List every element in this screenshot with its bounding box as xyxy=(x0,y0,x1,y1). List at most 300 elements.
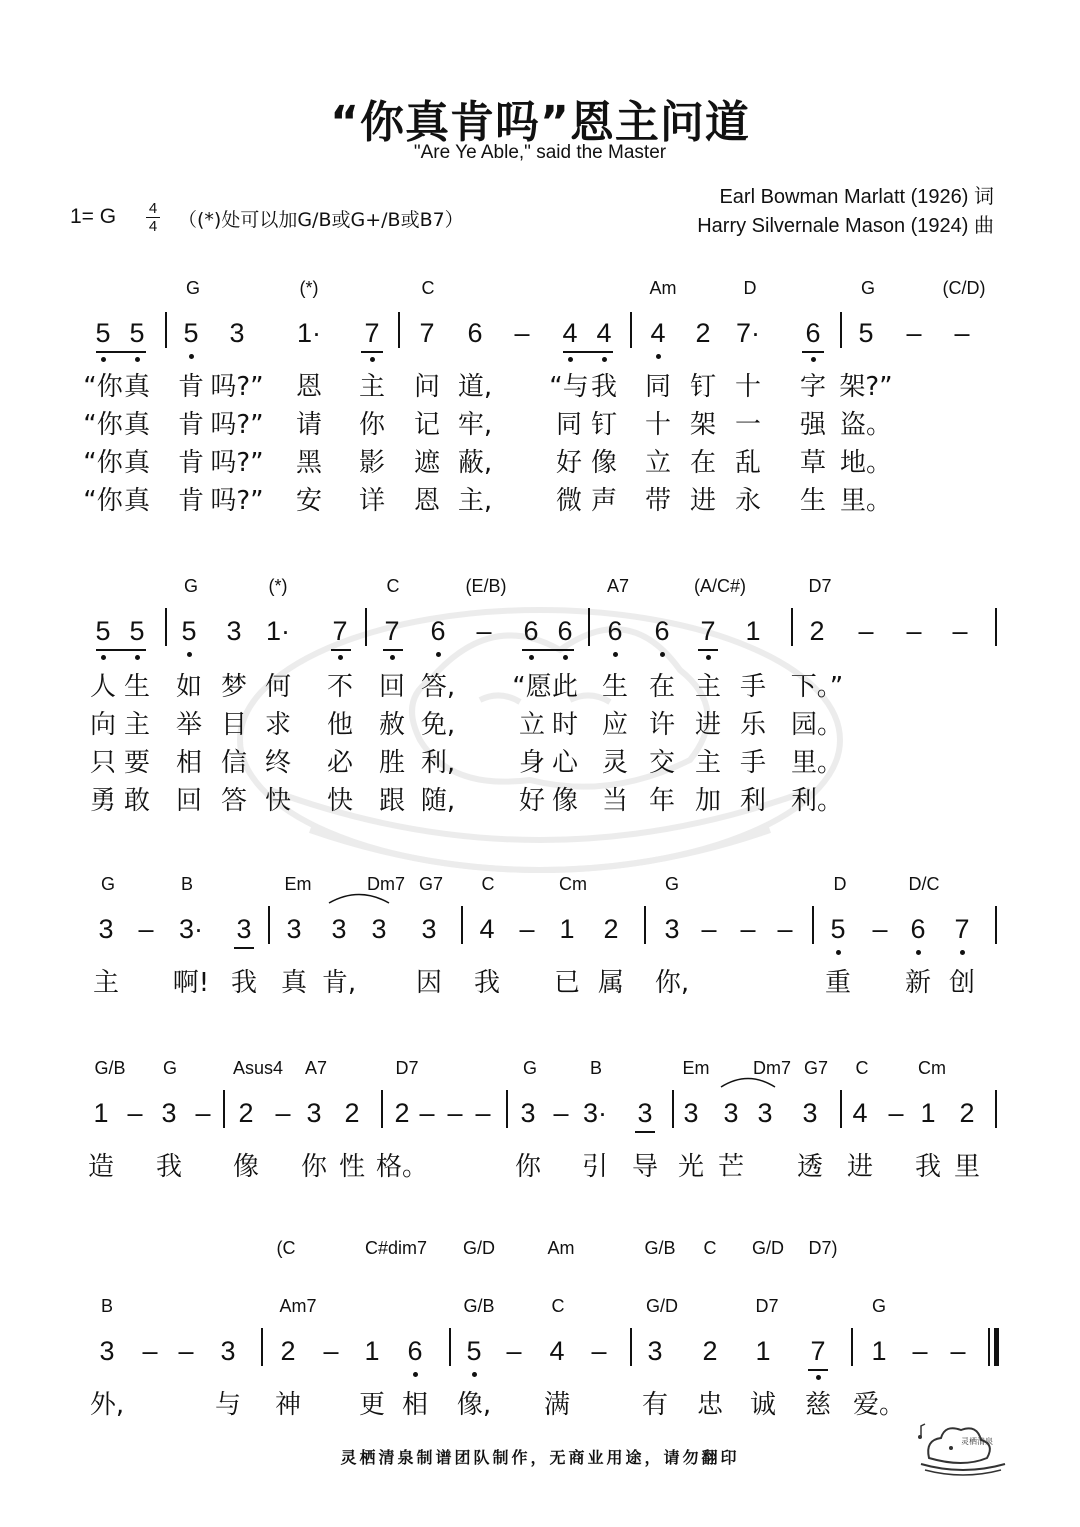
beam-underline xyxy=(383,649,403,651)
lyric-char: 当 xyxy=(601,786,629,816)
lyric-char: 光 xyxy=(677,1152,705,1182)
lyric-char: 更 xyxy=(358,1390,386,1420)
lyric-char: 造 xyxy=(87,1152,115,1182)
chord-symbol: Cm xyxy=(918,1058,946,1078)
lyric-char: 赦 xyxy=(378,710,406,740)
lyric-char: 有 xyxy=(641,1390,669,1420)
lyric-char: 真 xyxy=(280,968,308,998)
lyric-char: 主 xyxy=(694,748,722,778)
lyric-char: 导 xyxy=(631,1152,659,1182)
lyric-char: 架?” xyxy=(839,372,893,402)
octave-dot xyxy=(390,655,395,660)
dash-note: – xyxy=(127,1098,143,1128)
lyric-char: 我 xyxy=(590,372,618,402)
lyric-char: 新 xyxy=(904,968,932,998)
final-barline-thick xyxy=(994,1328,999,1366)
note: 4 xyxy=(650,318,666,348)
lyric-char: 相 xyxy=(401,1390,429,1420)
chord-symbol: D xyxy=(743,278,757,298)
note: 3 xyxy=(161,1098,177,1128)
lyric-char: 声 xyxy=(590,486,618,516)
octave-dot xyxy=(960,950,965,955)
dash-note: – xyxy=(888,1098,904,1128)
barline xyxy=(995,608,997,646)
lyric-char: 你 xyxy=(300,1152,328,1182)
lyric-char: 信 xyxy=(220,748,248,778)
lyric-char: 肯 xyxy=(177,410,205,440)
octave-dot xyxy=(338,655,343,660)
note: 4 xyxy=(549,1336,565,1366)
lyric-char: 免, xyxy=(420,710,456,740)
lyric-char: 要 xyxy=(123,748,151,778)
alt-chord-symbol: G/B xyxy=(644,1238,676,1258)
note: 4 xyxy=(479,914,495,944)
lyric-char: 进 xyxy=(689,486,717,516)
chord-symbol: C xyxy=(386,576,400,596)
lyric-char: 灵 xyxy=(601,748,629,778)
lyric-char: 钉 xyxy=(689,372,717,402)
lyric-char: “愿 xyxy=(512,672,552,702)
lyric-char: 手 xyxy=(739,748,767,778)
chord-symbol: G xyxy=(185,278,201,298)
lyric-char: 快 xyxy=(264,786,292,816)
lyric-char: 恩 xyxy=(295,372,323,402)
note: 3 xyxy=(802,1098,818,1128)
note: 1 xyxy=(871,1336,887,1366)
dash-note: – xyxy=(591,1336,607,1366)
note: 6 xyxy=(407,1336,423,1366)
lyric-char: 园。 xyxy=(790,710,844,740)
dash-note: – xyxy=(872,914,888,944)
note: 7 xyxy=(384,616,400,646)
dash-note: – xyxy=(906,616,922,646)
note: 3 xyxy=(229,318,245,348)
dash-note: – xyxy=(519,914,535,944)
chord-symbol: C xyxy=(421,278,435,298)
lyric-char: 重 xyxy=(824,968,852,998)
chord-symbol: G7 xyxy=(418,874,444,894)
beam-underline xyxy=(808,1369,828,1371)
barline xyxy=(223,1090,225,1128)
chord-symbol: Am xyxy=(649,278,677,298)
lyric-char: 诚 xyxy=(749,1390,777,1420)
note: 1 xyxy=(755,1336,771,1366)
lyric-char: 像 xyxy=(232,1152,260,1182)
lyric-char: 十 xyxy=(644,410,672,440)
note: 3 xyxy=(331,914,347,944)
lyricist-credit: Earl Bowman Marlatt (1926) 词 xyxy=(719,186,994,208)
note: 3 xyxy=(664,914,680,944)
lyric-char: 答 xyxy=(220,786,248,816)
lyric-char: 微 xyxy=(555,486,583,516)
lyric-char: 影 xyxy=(358,448,386,478)
note: 7 xyxy=(332,616,348,646)
lyric-char: 在 xyxy=(689,448,717,478)
note: 3 xyxy=(286,914,302,944)
note: 4 xyxy=(562,318,578,348)
note: 4 xyxy=(596,318,612,348)
lyric-char: 永 xyxy=(734,486,762,516)
chord-symbol: B xyxy=(589,1058,603,1078)
note: 2 xyxy=(603,914,619,944)
chord-symbol: Em xyxy=(284,874,312,894)
chord-symbol: A7 xyxy=(304,1058,328,1078)
note: 6 xyxy=(805,318,821,348)
barline xyxy=(995,906,997,944)
lyric-char: 向 xyxy=(89,710,117,740)
note: 7 xyxy=(954,914,970,944)
lyric-char: 立 xyxy=(518,710,546,740)
chord-symbol: B xyxy=(100,1296,114,1316)
lyric-char: 回 xyxy=(175,786,203,816)
final-barline xyxy=(988,1328,990,1366)
lyric-char: 地。 xyxy=(839,448,893,478)
dash-note: – xyxy=(506,1336,522,1366)
tie-arc xyxy=(720,1074,776,1088)
lyric-char: 求 xyxy=(264,710,292,740)
chord-symbol: Cm xyxy=(559,874,587,894)
lyric-char: 快 xyxy=(326,786,354,816)
note: 5 xyxy=(858,318,874,348)
lyric-char: 主 xyxy=(358,372,386,402)
dash-note: – xyxy=(553,1098,569,1128)
lyric-char: 同 xyxy=(555,410,583,440)
note: 6 xyxy=(430,616,446,646)
note: 6 xyxy=(654,616,670,646)
footer-notice: 灵栖清泉制谱团队制作，无商业用途，请勿翻印 xyxy=(340,1448,740,1467)
chord-symbol: G xyxy=(100,874,116,894)
alt-chord-symbol: G/D xyxy=(751,1238,785,1258)
brand-logo-icon xyxy=(915,1418,1011,1476)
composer-credit: Harry Silvernale Mason (1924) 曲 xyxy=(697,215,994,237)
octave-dot xyxy=(436,652,441,657)
dash-note: – xyxy=(475,1098,491,1128)
note: 1 xyxy=(364,1336,380,1366)
lyric-char: 强 xyxy=(799,410,827,440)
lyric-char: 带 xyxy=(644,486,672,516)
note: 3 xyxy=(723,1098,739,1128)
octave-dot xyxy=(656,354,661,359)
beam-underline xyxy=(361,351,383,353)
note: 3 xyxy=(220,1336,236,1366)
lyric-char: 真 xyxy=(123,410,151,440)
lyric-char: 在 xyxy=(648,672,676,702)
chord-symbol: D7 xyxy=(755,1296,779,1316)
lyric-char: 人 xyxy=(89,672,117,702)
octave-dot xyxy=(413,1372,418,1377)
note: 6 xyxy=(467,318,483,348)
lyric-char: 同 xyxy=(644,372,672,402)
note: 3· xyxy=(178,914,204,944)
note: 3 xyxy=(98,914,114,944)
lyric-char: 敢 xyxy=(123,786,151,816)
dash-note: – xyxy=(195,1098,211,1128)
logo-text: 灵栖清泉 xyxy=(961,1437,993,1446)
lyric-char: 你 xyxy=(358,410,386,440)
lyric-char: 我 xyxy=(914,1152,942,1182)
key-signature: 1= G xyxy=(70,205,117,228)
lyric-char: 属 xyxy=(597,968,625,998)
lyric-char: 应 xyxy=(601,710,629,740)
octave-dot xyxy=(836,950,841,955)
lyric-char: 回 xyxy=(378,672,406,702)
note: 7 xyxy=(364,318,380,348)
barline xyxy=(588,608,590,646)
time-signature-bottom: 4 xyxy=(146,217,160,235)
lyric-char: 神 xyxy=(274,1390,302,1420)
chord-symbol: Asus4 xyxy=(232,1058,284,1078)
beam-underline xyxy=(563,351,613,353)
octave-dot xyxy=(602,357,607,362)
lyric-char: 蔽, xyxy=(457,448,493,478)
note: 5 xyxy=(830,914,846,944)
time-signature-top: 4 xyxy=(148,200,158,217)
chord-symbol: G xyxy=(860,278,876,298)
lyric-char: 如 xyxy=(175,672,203,702)
barline xyxy=(365,608,367,646)
chord-symbol: D xyxy=(833,874,847,894)
barline xyxy=(461,906,463,944)
dash-note: – xyxy=(777,914,793,944)
chord-symbol: G xyxy=(183,576,199,596)
note: 3 xyxy=(306,1098,322,1128)
lyric-char: 此 xyxy=(551,672,579,702)
lyric-char: 随, xyxy=(420,786,456,816)
chord-symbol: B xyxy=(180,874,194,894)
lyric-char: 不 xyxy=(326,672,354,702)
lyric-char: 忠 xyxy=(696,1390,724,1420)
lyric-char: 生 xyxy=(601,672,629,702)
lyric-char: 慈 xyxy=(804,1390,832,1420)
note: 2 xyxy=(280,1336,296,1366)
lyric-char: 利, xyxy=(420,748,456,778)
barline xyxy=(506,1090,508,1128)
octave-dot xyxy=(529,655,534,660)
chord-symbol: D7 xyxy=(395,1058,419,1078)
page-subtitle: "Are Ye Able," said the Master xyxy=(413,142,667,163)
lyric-char: 吗?” xyxy=(210,410,264,440)
octave-dot xyxy=(816,1375,821,1380)
note: 5 xyxy=(129,318,145,348)
alt-chord-symbol: C xyxy=(703,1238,717,1258)
lyric-char: 盗。 xyxy=(839,410,893,440)
chord-symbol: Dm7 xyxy=(366,874,406,894)
barline xyxy=(672,1090,674,1128)
lyric-char: 与 xyxy=(214,1390,242,1420)
octave-dot xyxy=(189,354,194,359)
lyric-char: 肯 xyxy=(177,372,205,402)
alt-chord-symbol: D7) xyxy=(808,1238,838,1258)
lyric-char: 乐 xyxy=(739,710,767,740)
lyric-char: 终 xyxy=(264,748,292,778)
note: 1 xyxy=(559,914,575,944)
octave-dot xyxy=(660,652,665,657)
lyric-char: 芒 xyxy=(717,1152,745,1182)
lyric-char: 透 xyxy=(796,1152,824,1182)
octave-dot xyxy=(101,357,106,362)
barline xyxy=(851,1328,853,1366)
lyric-char: 里。 xyxy=(790,748,844,778)
dash-note: – xyxy=(447,1098,463,1128)
chord-symbol: C xyxy=(855,1058,869,1078)
chord-symbol: Am7 xyxy=(279,1296,317,1316)
note: 5 xyxy=(181,616,197,646)
lyric-char: 年 xyxy=(648,786,676,816)
lyric-char: 外, xyxy=(89,1390,125,1420)
lyric-char: 何 xyxy=(264,672,292,702)
lyric-char: 只 xyxy=(89,748,117,778)
dash-note: – xyxy=(323,1336,339,1366)
lyric-char: 下。” xyxy=(790,672,844,702)
note: 2 xyxy=(344,1098,360,1128)
barline xyxy=(268,906,270,944)
lyric-char: 真 xyxy=(123,448,151,478)
note: 3· xyxy=(582,1098,608,1128)
chord-symbol: G xyxy=(871,1296,887,1316)
note: 3 xyxy=(683,1098,699,1128)
lyric-char: 他 xyxy=(326,710,354,740)
note: 1· xyxy=(265,616,291,646)
note: 2 xyxy=(959,1098,975,1128)
time-signature xyxy=(146,200,160,235)
barline xyxy=(812,906,814,944)
lyric-char: 吗?” xyxy=(210,372,264,402)
note: 3 xyxy=(371,914,387,944)
note: 6 xyxy=(523,616,539,646)
note: 1 xyxy=(745,616,761,646)
lyric-char: 像, xyxy=(456,1390,492,1420)
lyric-char: 我 xyxy=(473,968,501,998)
note: 2 xyxy=(394,1098,410,1128)
barline xyxy=(630,312,632,348)
alt-chord-symbol: C#dim7 xyxy=(364,1238,428,1258)
lyric-char: 遮 xyxy=(413,448,441,478)
note: 6 xyxy=(607,616,623,646)
lyric-char: 里 xyxy=(953,1152,981,1182)
lyric-char: “与 xyxy=(549,372,589,402)
dash-note: – xyxy=(142,1336,158,1366)
lyric-char: 真 xyxy=(123,486,151,516)
lyric-char: 我 xyxy=(155,1152,183,1182)
lyric-char: 许 xyxy=(648,710,676,740)
beam-underline xyxy=(698,649,718,651)
dash-note: – xyxy=(275,1098,291,1128)
dash-note: – xyxy=(178,1336,194,1366)
octave-dot xyxy=(613,652,618,657)
chord-symbol: G/B xyxy=(463,1296,495,1316)
chord-symbol: G xyxy=(162,1058,178,1078)
beam-underline xyxy=(96,649,146,651)
barline xyxy=(644,906,646,944)
note: 6 xyxy=(557,616,573,646)
note: 1 xyxy=(93,1098,109,1128)
lyric-char: 问 xyxy=(413,372,441,402)
dash-note: – xyxy=(740,914,756,944)
dash-note: – xyxy=(419,1098,435,1128)
dash-note: – xyxy=(476,616,492,646)
lyric-char: 进 xyxy=(694,710,722,740)
lyric-char: 记 xyxy=(413,410,441,440)
note: 2 xyxy=(702,1336,718,1366)
lyric-char: 十 xyxy=(734,372,762,402)
note: 1· xyxy=(296,318,322,348)
beam-underline xyxy=(96,351,146,353)
barline xyxy=(840,1090,842,1128)
chord-symbol: Em xyxy=(682,1058,710,1078)
lyric-char: 好 xyxy=(518,786,546,816)
note: 7 xyxy=(419,318,435,348)
note: 5 xyxy=(129,616,145,646)
lyric-char: 吗?” xyxy=(210,486,264,516)
chord-symbol: (*) xyxy=(268,576,288,596)
lyric-char: 像 xyxy=(590,448,618,478)
lyric-char: 目 xyxy=(220,710,248,740)
chord-symbol: G/D xyxy=(645,1296,679,1316)
chord-symbol: (C/D) xyxy=(942,278,986,298)
lyric-char: 道, xyxy=(457,372,493,402)
chord-symbol: (E/B) xyxy=(465,576,507,596)
lyric-char: 引 xyxy=(581,1152,609,1182)
barline xyxy=(840,312,842,348)
octave-dot xyxy=(563,655,568,660)
lyric-char: 梦 xyxy=(220,672,248,702)
lyric-char: 字 xyxy=(799,372,827,402)
barline xyxy=(449,1328,451,1366)
lyric-char: 主, xyxy=(457,486,493,516)
lyric-char: 主 xyxy=(694,672,722,702)
octave-dot xyxy=(811,357,816,362)
chord-note: （(*)处可以加G/B或G+/B或B7） xyxy=(178,209,464,231)
dash-note: – xyxy=(912,1336,928,1366)
lyric-char: 乱 xyxy=(734,448,762,478)
lyric-char: 格。 xyxy=(375,1152,429,1182)
dash-note: – xyxy=(514,318,530,348)
lyric-char: 请 xyxy=(295,410,323,440)
note: 5 xyxy=(466,1336,482,1366)
lyric-char: “你 xyxy=(83,486,123,516)
alt-chord-symbol: Am xyxy=(547,1238,575,1258)
lyric-char: 好 xyxy=(555,448,583,478)
lyric-char: “你 xyxy=(83,410,123,440)
note: 5 xyxy=(95,318,111,348)
lyric-char: 跟 xyxy=(378,786,406,816)
lyric-char: 勇 xyxy=(89,786,117,816)
chord-symbol: D7 xyxy=(808,576,832,596)
lyric-char: 肯, xyxy=(321,968,357,998)
lyric-char: “你 xyxy=(83,448,123,478)
lyric-char: 满 xyxy=(543,1390,571,1420)
chord-symbol: (A/C#) xyxy=(693,576,747,596)
barline xyxy=(381,1090,383,1128)
lyric-char: 像 xyxy=(551,786,579,816)
barline xyxy=(398,312,400,348)
note: 3 xyxy=(421,914,437,944)
lyric-char: 黑 xyxy=(295,448,323,478)
note: 5 xyxy=(95,616,111,646)
note: 3 xyxy=(236,914,252,944)
lyric-char: 主 xyxy=(92,968,120,998)
lyric-char: 进 xyxy=(846,1152,874,1182)
lyric-char: 架 xyxy=(689,410,717,440)
chord-symbol: G xyxy=(522,1058,538,1078)
lyric-char: 肯 xyxy=(177,448,205,478)
lyric-char: 生 xyxy=(123,672,151,702)
note: 6 xyxy=(910,914,926,944)
lyric-char: 主 xyxy=(123,710,151,740)
lyric-char: 身 xyxy=(518,748,546,778)
page-title: “你真肯吗”恩主问道 xyxy=(330,97,750,148)
octave-dot xyxy=(135,357,140,362)
